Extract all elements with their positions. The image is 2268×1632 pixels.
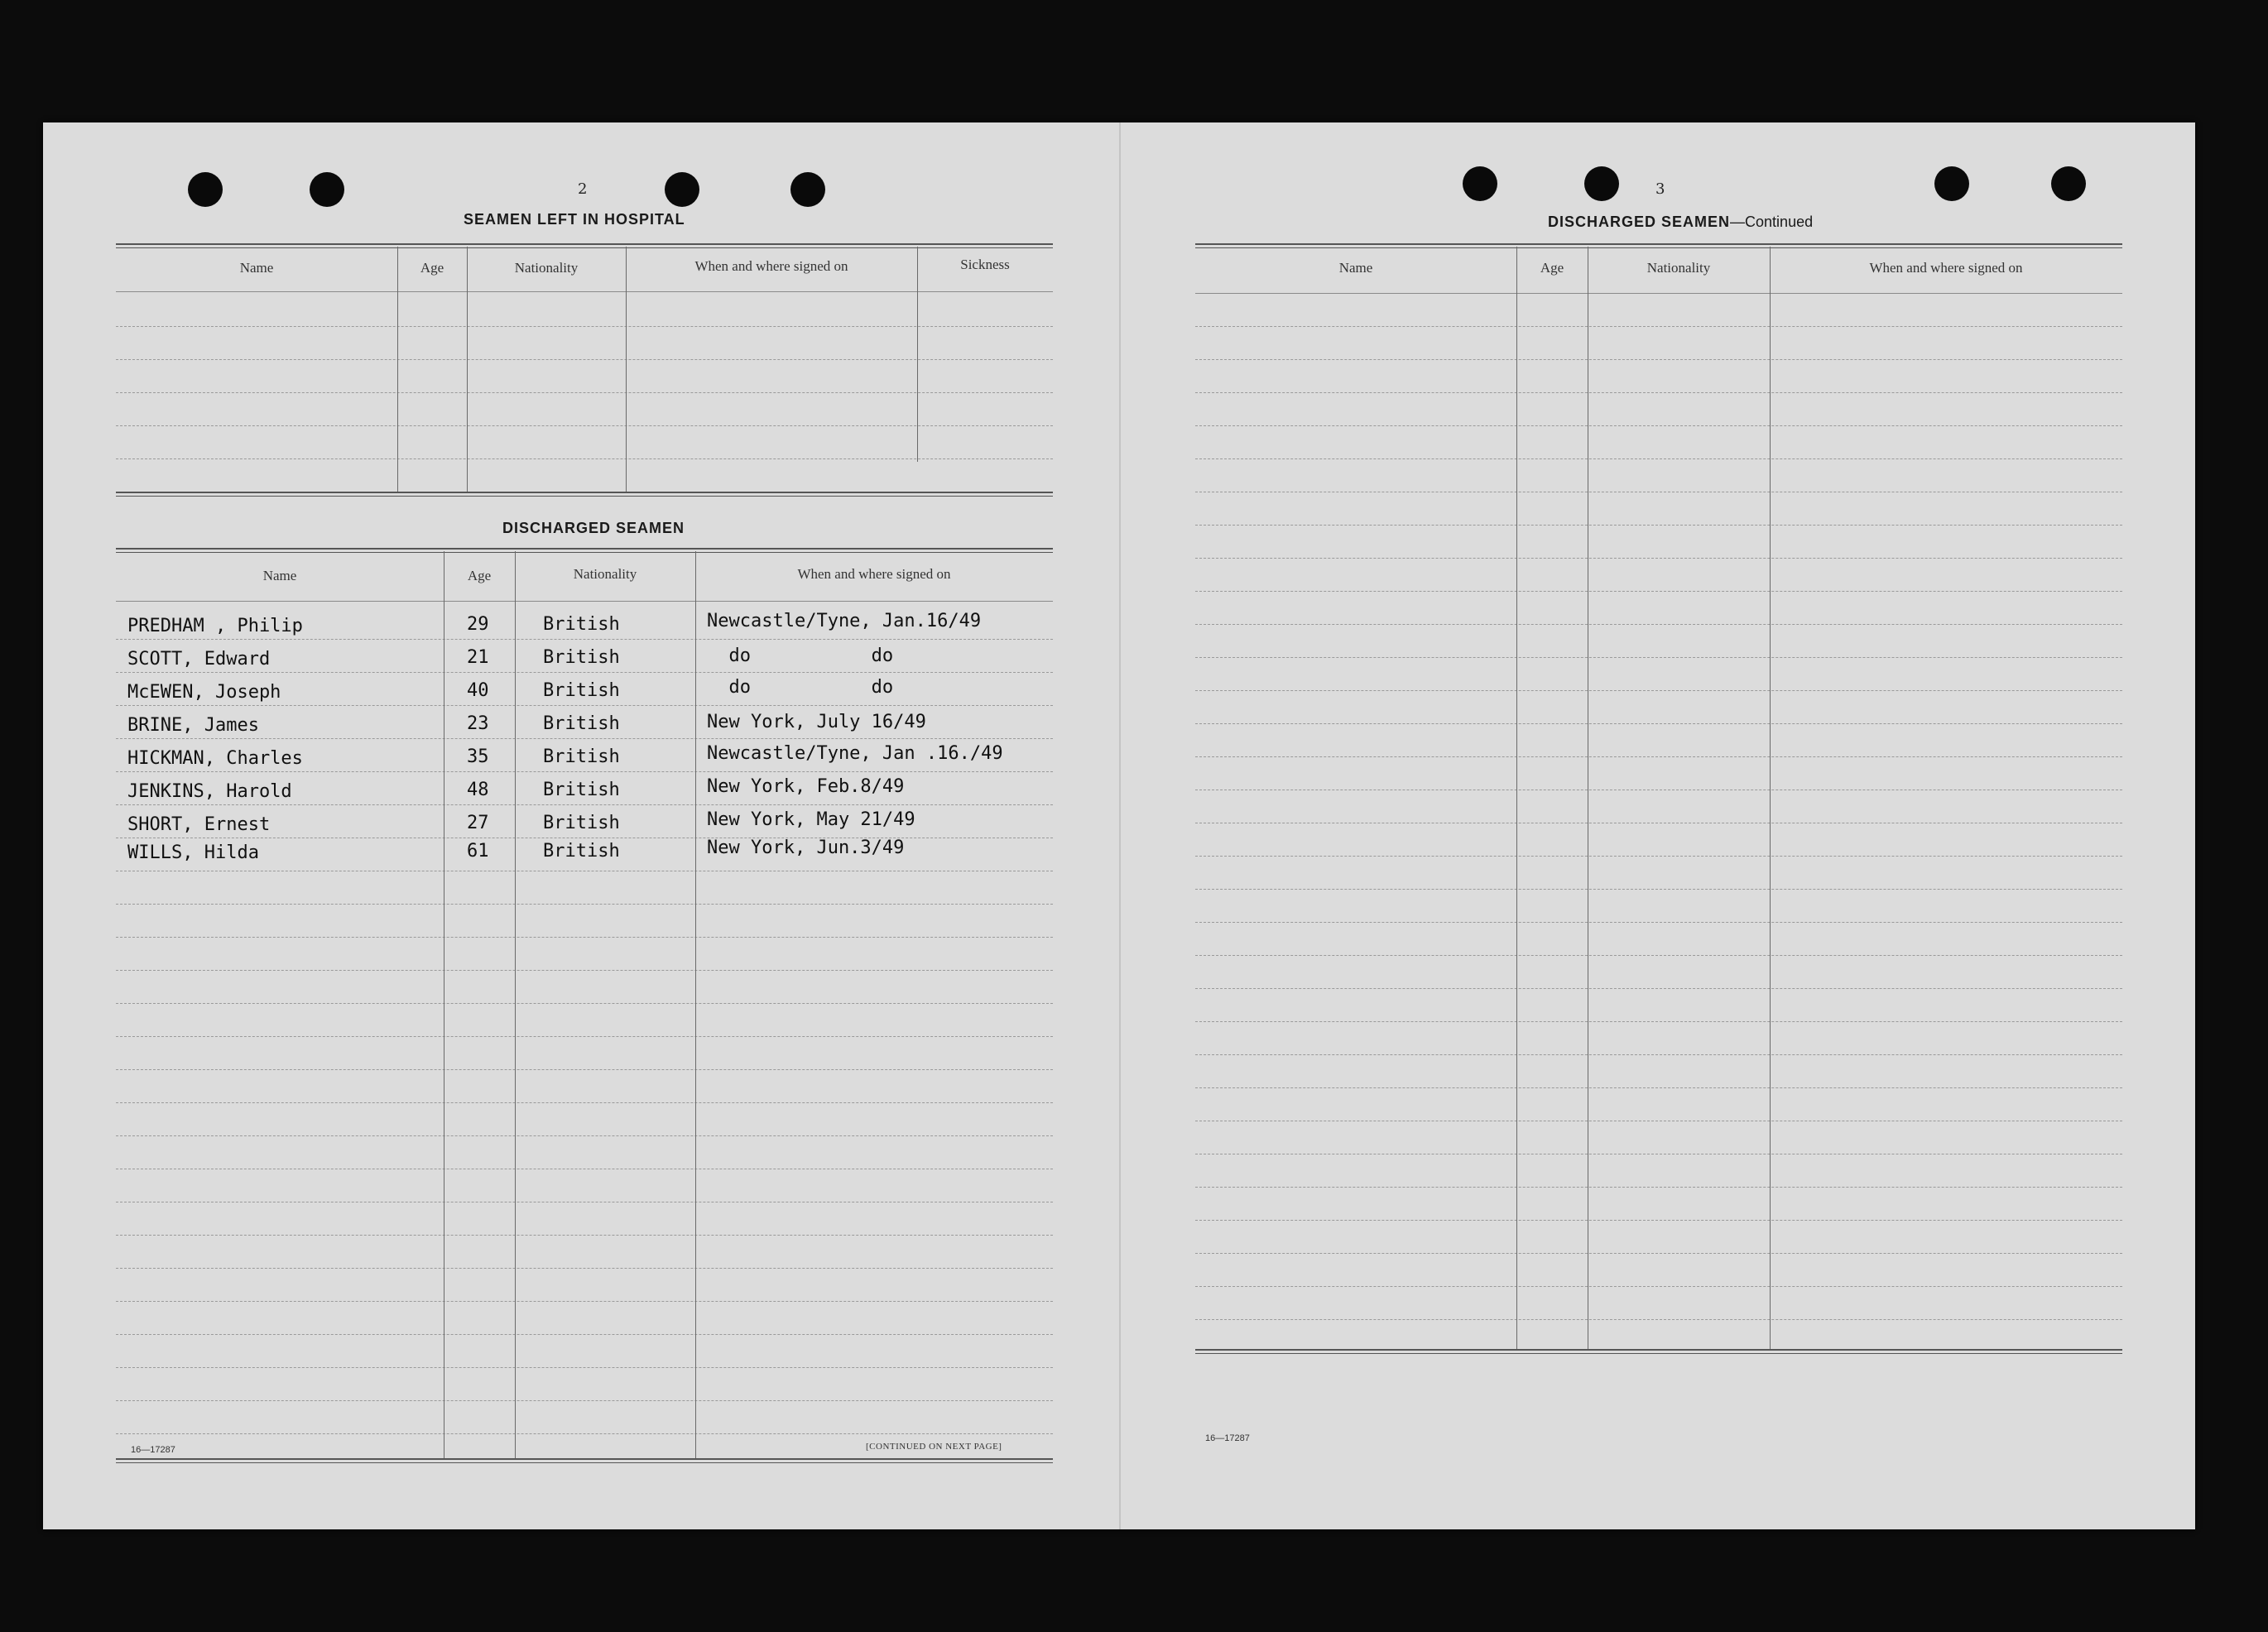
column-header: When and where signed on: [694, 258, 848, 274]
title-continued: —Continued: [1730, 214, 1814, 230]
cell-nationality: British: [543, 841, 620, 862]
cell-signed-on: do do: [707, 646, 894, 666]
column-header: Sickness: [960, 257, 1010, 272]
document-sheet: [43, 122, 2195, 1529]
column-header: When and where signed on: [1869, 260, 2023, 276]
column-header: Name: [1338, 260, 1373, 276]
cell-nationality: British: [543, 813, 620, 833]
cell-age: 40: [467, 680, 489, 701]
cell-signed-on: do do: [707, 677, 894, 698]
right-page: [1119, 122, 2195, 1529]
discharged-section-title: DISCHARGED SEAMEN: [502, 520, 685, 536]
cell-name: McEWEN, Joseph: [127, 682, 281, 703]
cell-name: JENKINS, Harold: [127, 781, 292, 802]
column-header: Nationality: [1646, 260, 1711, 276]
cell-age: 23: [467, 713, 489, 734]
cell-signed-on: New York, Feb.8/49: [707, 776, 905, 797]
cell-age: 35: [467, 746, 489, 767]
column-header: Age: [467, 568, 492, 583]
cell-age: 27: [467, 813, 489, 833]
cell-signed-on: Newcastle/Tyne, Jan .16./49: [707, 743, 1003, 764]
cell-signed-on: New York, Jun.3/49: [707, 838, 905, 858]
discharged-table: [116, 548, 1053, 1558]
title-text: DISCHARGED SEAMEN: [1548, 214, 1731, 230]
column-header: Name: [239, 260, 274, 276]
cell-nationality: British: [543, 780, 620, 800]
cell-signed-on: New York, July 16/49: [707, 712, 926, 732]
cell-signed-on: Newcastle/Tyne, Jan.16/49: [707, 611, 982, 631]
cell-name: WILLS, Hilda: [127, 842, 259, 863]
cell-nationality: British: [543, 713, 620, 734]
cell-nationality: British: [543, 647, 620, 668]
column-header: Age: [420, 260, 444, 276]
cell-age: 21: [467, 647, 489, 668]
discharged-continued-title: [1548, 214, 1813, 231]
form-number: 16—17287: [1205, 1433, 1250, 1443]
cell-signed-on: New York, May 21/49: [707, 809, 915, 830]
column-header: Nationality: [514, 260, 579, 276]
hospital-table: [116, 243, 1053, 497]
column-header: Age: [1540, 260, 1564, 276]
cell-age: 61: [467, 841, 489, 862]
cell-nationality: British: [543, 614, 620, 635]
cell-age: 48: [467, 780, 489, 800]
cell-name: SCOTT, Edward: [127, 649, 271, 670]
cell-name: BRINE, James: [127, 715, 259, 736]
left-page: [43, 122, 1119, 1529]
cell-name: HICKMAN, Charles: [127, 748, 303, 769]
cell-nationality: British: [543, 680, 620, 701]
cell-nationality: British: [543, 746, 620, 767]
discharged-continued-table: [1195, 243, 2122, 1402]
column-header: Nationality: [573, 566, 637, 582]
cell-name: SHORT, Ernest: [127, 814, 271, 835]
column-header: When and where signed on: [797, 566, 951, 582]
form-number: 16—17287: [131, 1445, 175, 1455]
cell-age: 29: [467, 614, 489, 635]
continued-note: [CONTINUED ON NEXT PAGE]: [866, 1442, 1002, 1452]
cell-name: PREDHAM , Philip: [127, 616, 303, 636]
page-number: 2: [578, 180, 588, 198]
column-header: Name: [262, 568, 297, 583]
hospital-section-title: SEAMEN LEFT IN HOSPITAL: [464, 211, 685, 228]
page-number: 3: [1655, 180, 1665, 198]
